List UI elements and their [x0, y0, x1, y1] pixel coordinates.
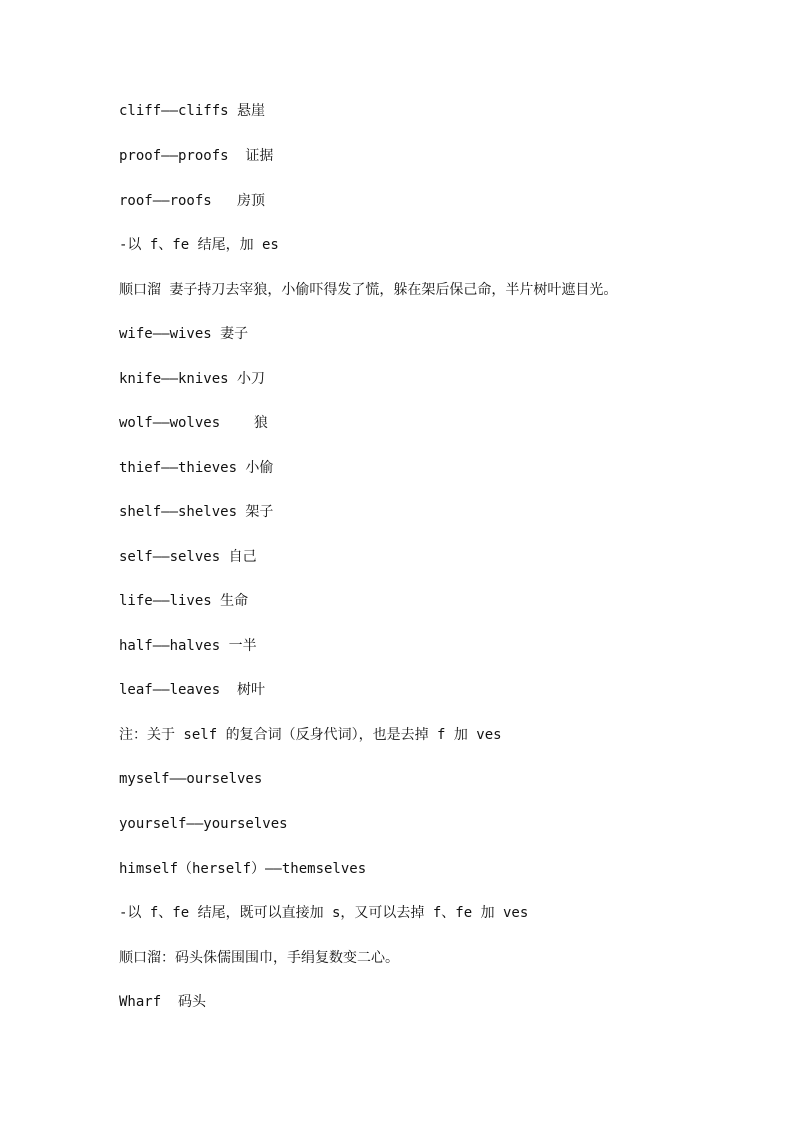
- text-line-life: life——lives 生命: [119, 593, 249, 609]
- text-line-wolf: wolf——wolves 狼: [119, 415, 268, 431]
- text-line-roof: roof——roofs 房顶: [119, 193, 266, 209]
- text-line-myself: myself——ourselves: [119, 771, 263, 787]
- text-line-half: half——halves 一半: [119, 638, 257, 654]
- text-line-self: self——selves 自己: [119, 549, 257, 565]
- text-line-cliff: cliff——cliffs 悬崖: [119, 103, 266, 119]
- text-line-wife: wife——wives 妻子: [119, 326, 249, 342]
- text-line-wharf: Wharf 码头: [119, 994, 207, 1010]
- text-line-yourself: yourself——yourselves: [119, 816, 288, 832]
- text-line-knife: knife——knives 小刀: [119, 371, 266, 387]
- rule-heading-f-fe-es: -以 f、fe 结尾，加 es: [119, 237, 279, 253]
- mnemonic-rhyme-2: 顺口溜：码头侏儒围围巾，手绢复数变二心。: [119, 950, 399, 966]
- text-line-shelf: shelf——shelves 架子: [119, 504, 274, 520]
- text-line-thief: thief——thieves 小偷: [119, 460, 274, 476]
- text-line-proof: proof——proofs 证据: [119, 148, 274, 164]
- note-reflexive-pronouns: 注：关于 self 的复合词（反身代词），也是去掉 f 加 ves: [119, 727, 502, 743]
- rule-heading-s-or-ves: -以 f、fe 结尾，既可以直接加 s，又可以去掉 f、fe 加 ves: [119, 905, 529, 921]
- text-line-leaf: leaf——leaves 树叶: [119, 682, 266, 698]
- text-line-himself: himself（herself）——themselves: [119, 861, 367, 877]
- mnemonic-rhyme-1: 顺口溜 妻子持刀去宰狼，小偷吓得发了慌，躲在架后保己命，半片树叶遮目光。: [119, 282, 618, 298]
